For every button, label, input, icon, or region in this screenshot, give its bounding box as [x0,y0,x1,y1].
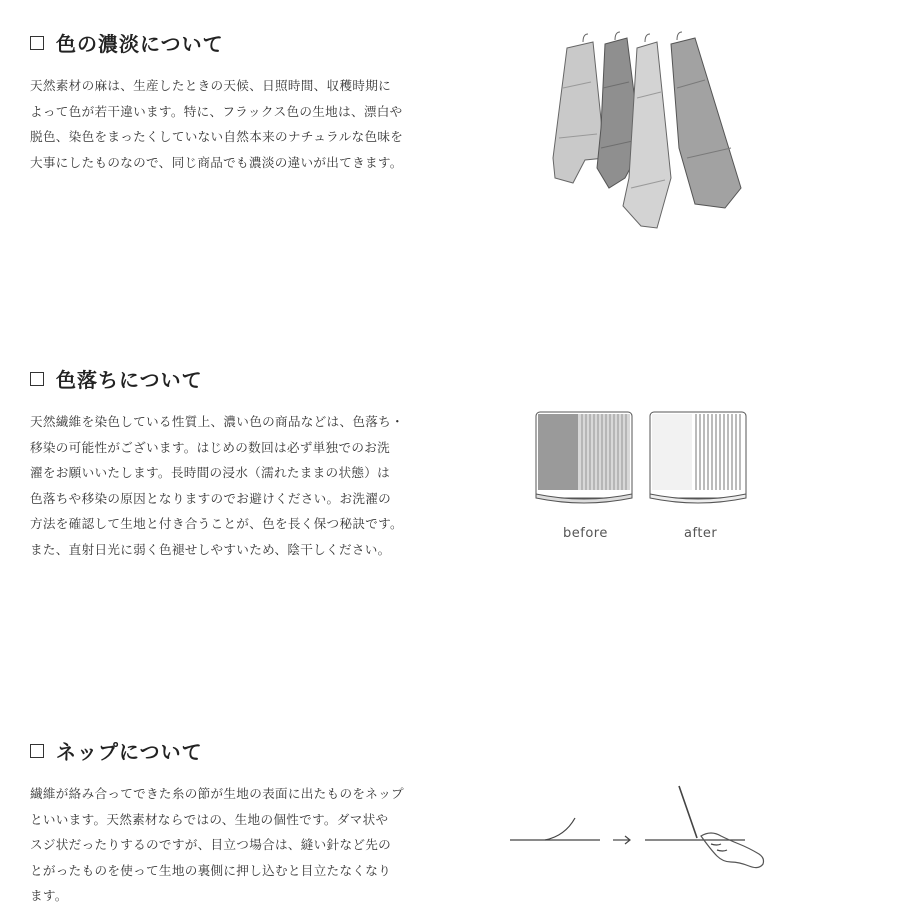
section-body [30,409,470,562]
body-line: スジ状だったりするのですが、目立つ場合は、縫い針など先の [30,837,392,852]
before-towel-icon [536,412,632,503]
heading-text: ネップについて [56,740,203,764]
body-line: 濯をお願いいたします。長時間の浸水（濡れたままの状態）は [30,465,391,480]
section-nep [30,736,470,909]
body-line: 方法を確認して生地と付き合うことが、色を長く保つ秘訣です。 [30,516,403,531]
hanging-towels-illustration [545,28,755,238]
body-line: 天然繊維を染色している性質上、濃い色の商品などは、色落ち・ [30,414,404,429]
checkbox-icon [30,36,44,50]
body-line: とがったものを使って生地の裏側に押し込むと目立たなくなり [30,862,392,878]
body-line: 天然素材の麻は、生産したときの天候、日照時間、収穫時期に [30,78,392,93]
after-towel-icon [650,412,746,503]
section-heading [30,28,470,57]
body-line: 脱色、染色をまったくしていない自然本来のナチュラルな色味を [30,129,404,144]
body-line: 移染の可能性がございます。はじめの数回は必ず単独でのお洗 [30,439,391,455]
before-caption: before [563,526,608,541]
checkbox-icon [30,744,44,758]
after-caption: after [684,526,718,541]
section-heading [30,736,470,765]
section-color-fading [30,364,470,562]
heading-text: 色の濃淡について [56,32,224,56]
body-line: よって色が若干違います。特に、フラックス色の生地は、漂白や [30,103,403,119]
body-line: 繊維が絡み合ってできた糸の節が生地の表面に出たものをネップ [30,786,404,801]
body-line: ます。 [30,888,68,903]
body-line: 色落ちや移染の原因となりますのでお避けください。お洗濯の [30,490,392,506]
heading-text: 色落ちについて [56,368,203,392]
section-heading [30,364,470,393]
folded-towel-before-after-illustration [530,404,755,514]
body-line: また、直射日光に弱く色褪せしやすいため、陰干しください。 [30,541,391,557]
section-color-shading [30,28,470,175]
body-line: といいます。天然素材ならではの、生地の個性です。ダマ状や [30,811,389,827]
nep-needle-illustration [505,780,775,880]
section-body [30,781,470,909]
checkbox-icon [30,372,44,386]
section-body [30,73,470,175]
body-line: 大事にしたものなので、同じ商品でも濃淡の違いが出てきます。 [30,154,403,170]
